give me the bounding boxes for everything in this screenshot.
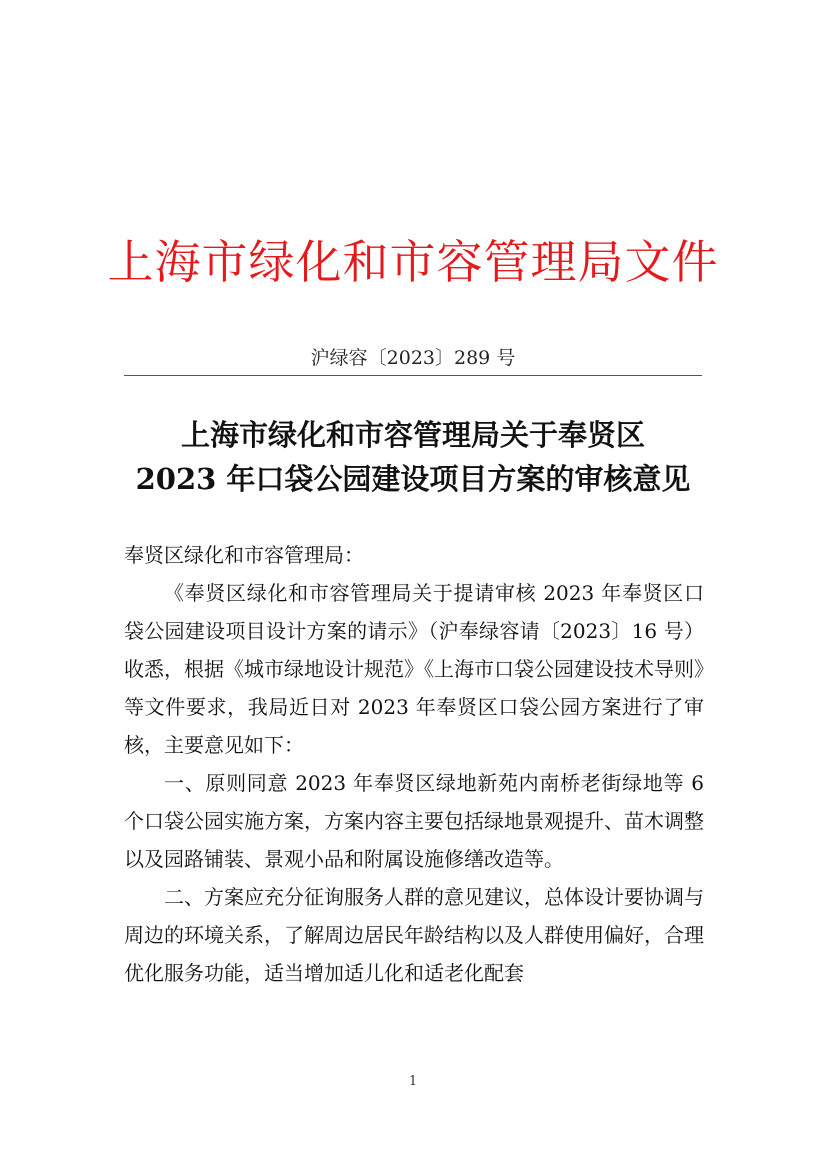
document-title-line-1: 上海市绿化和市容管理局关于奉贤区 (180, 418, 645, 452)
document-number: 沪绿容〔2023〕289 号 (310, 347, 516, 369)
document-body (124, 536, 704, 992)
body-paragraph-item-1: 一、原则同意 2023 年奉贤区绿地新苑内南桥老街绿地等 6 个口袋公园实施方案，方案内容主要包括绿地景观提升、苗木调整以及园路铺装、景观小品和附属设施修缮改造等。 (124, 771, 704, 871)
body-paragraph-intro: 《奉贤区绿化和市容管理局关于提请审核 2023 年奉贤区口袋公园建设项目设计方案的请示》（沪奉绿容请〔2023〕16 号）收悉，根据《城市绿地设计规范》《上海市口袋公园建设技术导则》等文件要求，我局近日对 2023 年奉贤区口袋公园方案进行了审核，主要意见如下： (124, 581, 704, 757)
red-separator-line (124, 375, 702, 376)
issuing-authority-title: 上海市绿化和市容管理局文件 (107, 235, 719, 289)
document-title-line-2: 2023 年口袋公园建设项目方案的审核意见 (135, 462, 691, 496)
page-number: 1 (408, 1074, 418, 1089)
body-paragraph-item-2: 二、方案应充分征询服务人群的意见建议，总体设计要协调与周边的环境关系，了解周边居民年龄结构以及人群使用偏好，合理优化服务功能，适当增加适儿化和适老化配套 (124, 885, 704, 985)
salutation: 奉贤区绿化和市容管理局： (124, 543, 364, 567)
document-title (0, 413, 826, 501)
